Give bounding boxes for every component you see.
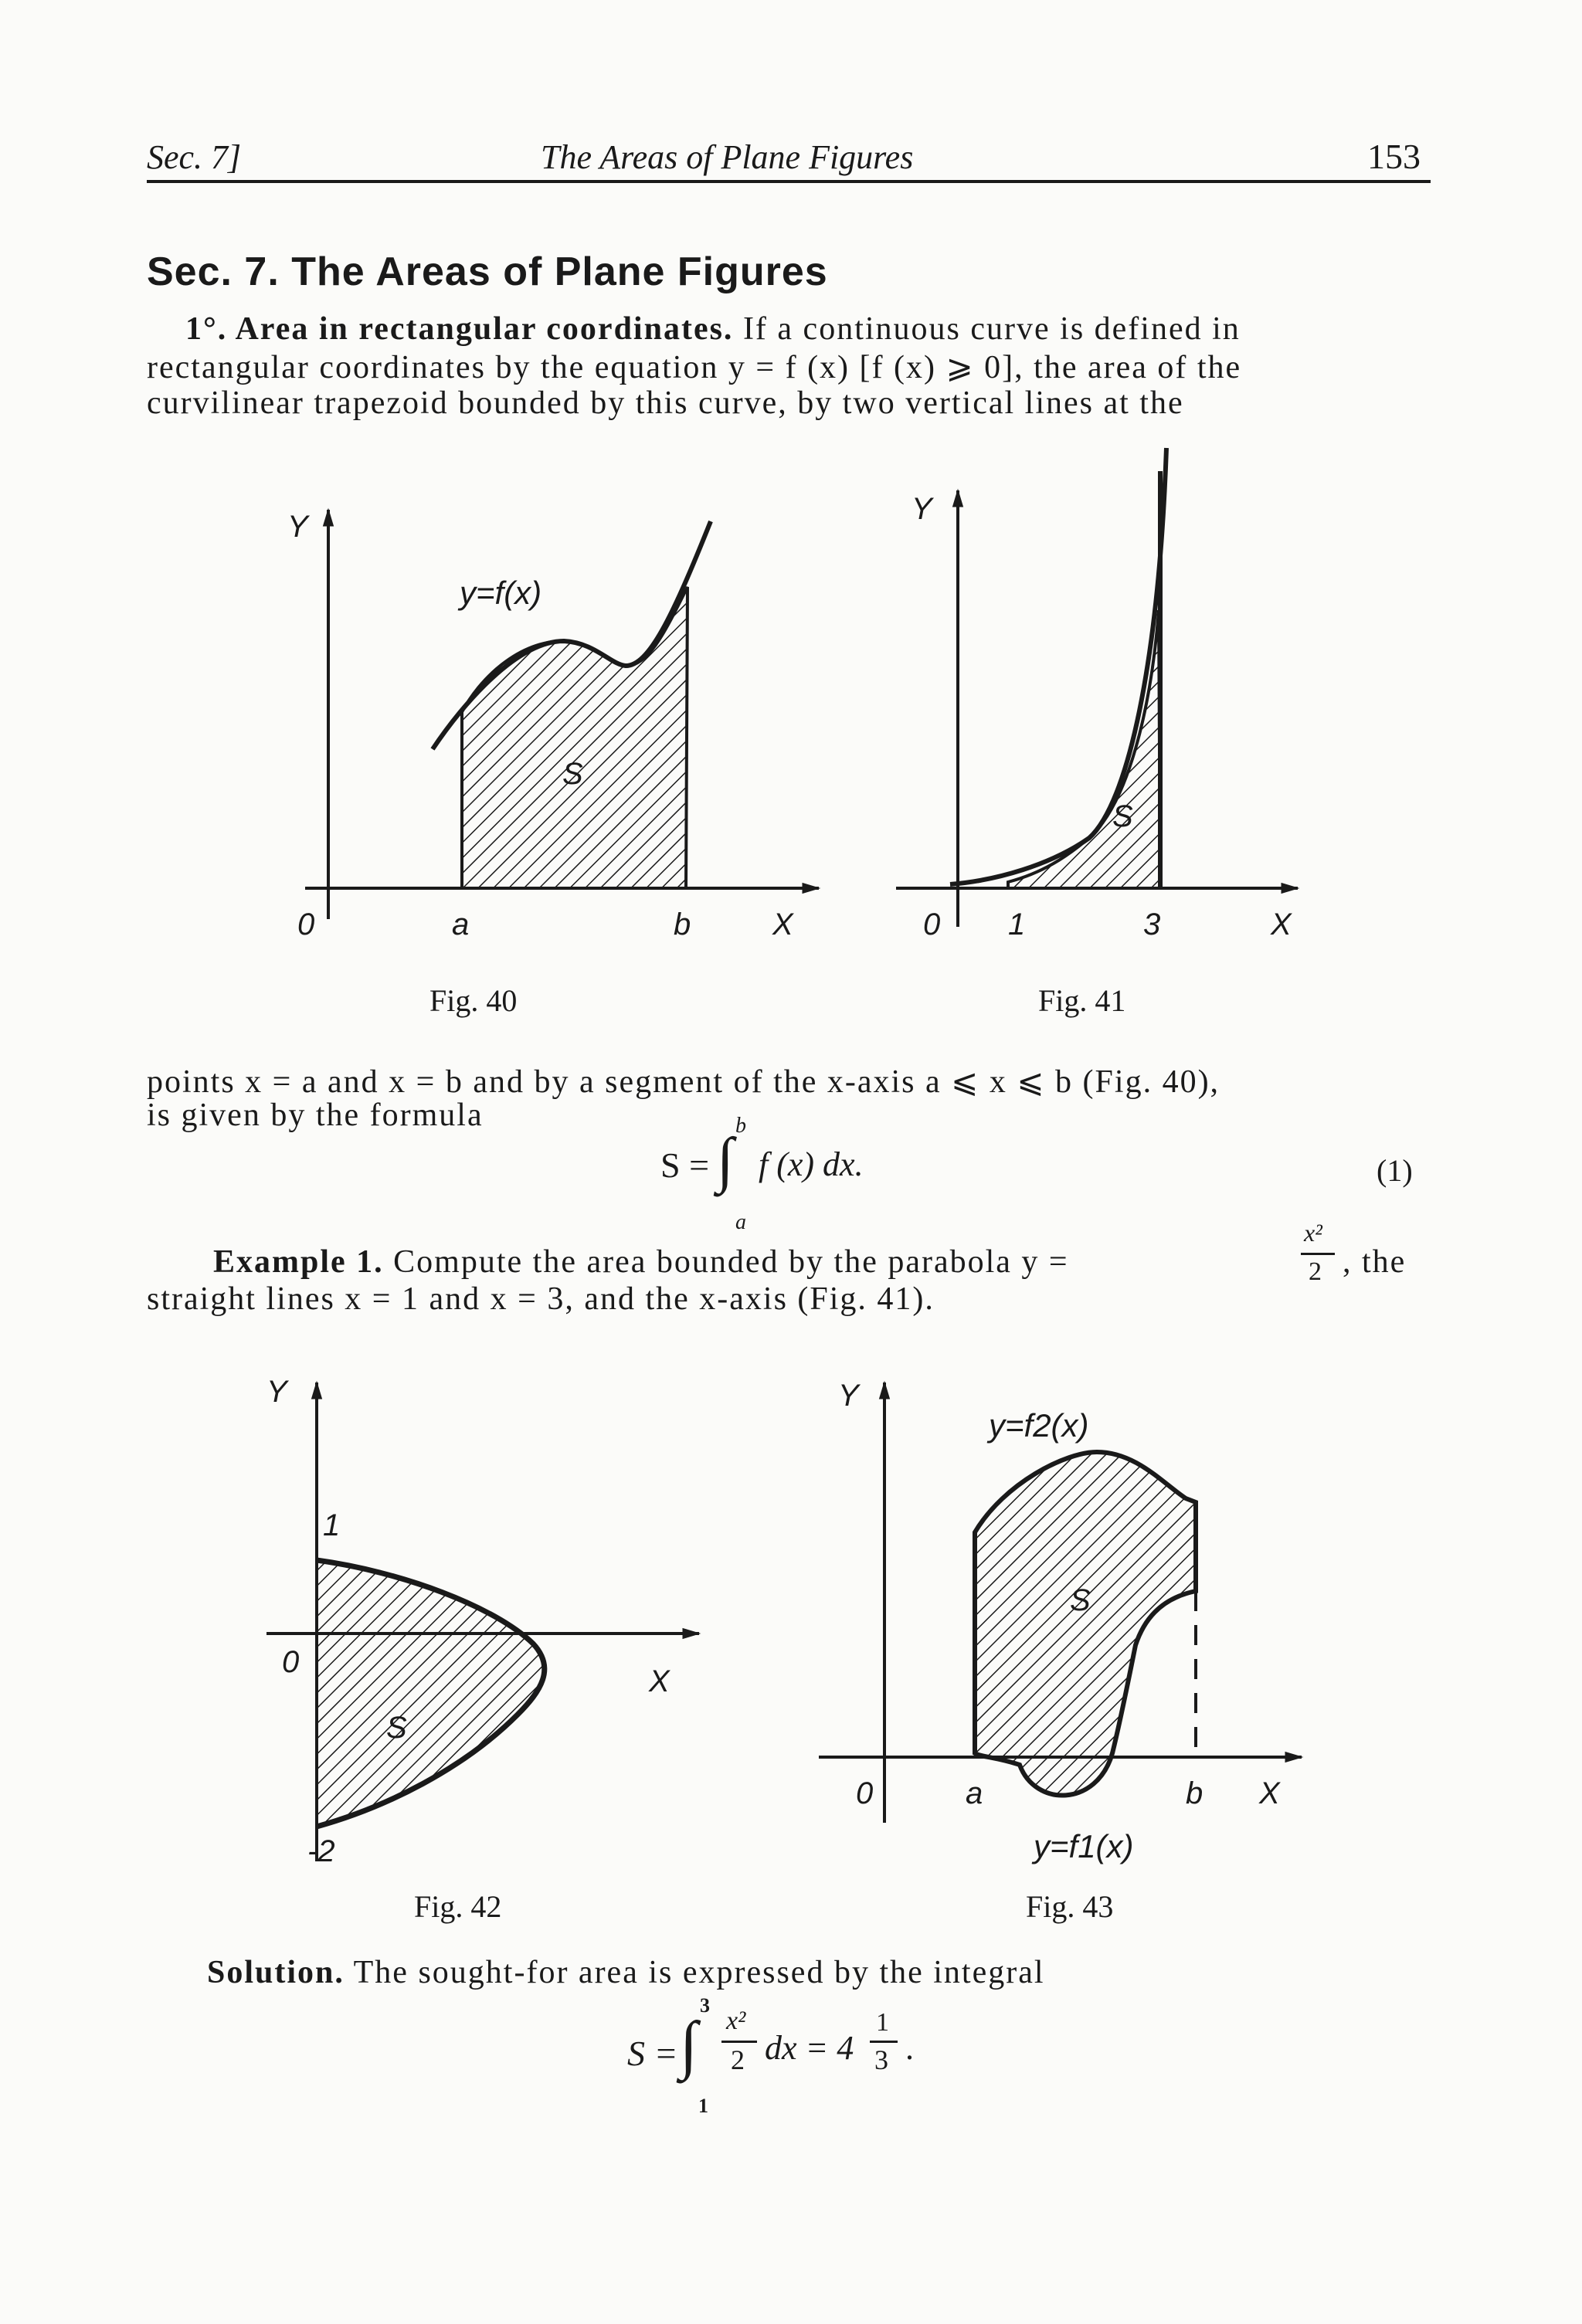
fig41-caption: Fig. 41 (1038, 983, 1126, 1018)
formula2-num: x² (726, 2007, 746, 2035)
fig40-curve-label: y=f(x) (460, 575, 542, 611)
page-number: 153 (1367, 137, 1421, 176)
fig40-y-label: Y (287, 510, 308, 544)
fig41-tick-3: 3 (1143, 908, 1161, 941)
formula1-integrand: f (x) dx. (759, 1145, 864, 1183)
example1-frac-bar (1301, 1253, 1335, 1255)
example1-frac-num: x² (1304, 1219, 1322, 1247)
figures-40-41 (0, 433, 1582, 1020)
intro-line-1-text: If a continuous curve is defined in (742, 311, 1241, 347)
formula2-res-bar (870, 2041, 898, 2043)
fig40 (287, 510, 819, 941)
example1-line-1 (213, 1243, 1069, 1281)
formula2-lower: 1 (698, 2095, 708, 2117)
fig40-region-label: S (562, 757, 583, 791)
example1-text-b: , the (1343, 1244, 1407, 1280)
fig41-region (1008, 610, 1160, 888)
integral-sign-1: ∫ (717, 1126, 734, 1194)
fig40-tick-b: b (674, 908, 691, 941)
intro-line-3: curvilinear trapezoid bounded by this curve, by two vertical lines at the (147, 385, 1184, 421)
fig40-x-label: X (772, 908, 793, 941)
fig42-tick-bottom: -2 (307, 1834, 335, 1868)
fig42 (266, 1375, 699, 1868)
fig42-x-label: X (649, 1664, 670, 1698)
header-title: The Areas of Plane Figures (541, 138, 914, 176)
fig41-origin: 0 (923, 908, 941, 941)
fig43 (819, 1379, 1302, 1864)
intro-lead: 1°. Area in rectangular coordinates. (185, 311, 734, 347)
fig43-region (975, 1452, 1196, 1796)
solution-lead: Solution. (207, 1955, 345, 1990)
fig42-y-label: Y (266, 1375, 287, 1409)
solution-text: The sought-for area is expressed by the integral (353, 1955, 1045, 1990)
formula2-end: . (905, 2029, 914, 2067)
formula2-frac-bar (721, 2041, 757, 2043)
formula2-lhs: S = (627, 2034, 678, 2073)
fig40-tick-a: a (452, 908, 470, 941)
cont-line-1: points x = a and x = b and by a segment of the x-axis a ⩽ x ⩽ b (Fig. 40), (147, 1064, 1220, 1100)
cont-line-2: is given by the formula (147, 1098, 484, 1133)
fig40-caption: Fig. 40 (429, 983, 518, 1018)
fig43-caption: Fig. 43 (1026, 1889, 1114, 1924)
fig42-region (317, 1560, 545, 1827)
fig43-upper-label: y=f2(x) (989, 1407, 1089, 1444)
example1-lead: Example 1. (213, 1244, 384, 1280)
fig42-tick-top: 1 (323, 1508, 341, 1542)
fig43-lower-label: y=f1(x) (1034, 1828, 1134, 1864)
formula1-lower: a (735, 1210, 746, 1234)
fig42-caption: Fig. 42 (414, 1889, 502, 1924)
fig43-region-label: S (1070, 1583, 1091, 1617)
fig41-y-label: Y (912, 492, 932, 526)
fig41 (896, 448, 1298, 941)
intro-line-1 (185, 310, 1241, 348)
example1-line-2: straight lines x = 1 and x = 3, and the x-axis (Fig. 41). (147, 1281, 935, 1317)
section-title: Sec. 7. The Areas of Plane Figures (147, 249, 828, 294)
formula1-number: (1) (1377, 1153, 1413, 1188)
formula2-mid: dx = 4 (765, 2029, 854, 2067)
fig41-region-label: S (1112, 799, 1133, 833)
header-section: Sec. 7] (147, 138, 242, 176)
fig43-tick-b: b (1186, 1776, 1203, 1810)
formula2-den: 2 (731, 2044, 745, 2075)
fig41-tick-1: 1 (1008, 908, 1026, 941)
intro-line-2: rectangular coordinates by the equation y = f (x) [f (x) ⩾ 0], the area of the (147, 350, 1242, 385)
formula2-res-den: 3 (874, 2044, 888, 2075)
fig42-region-label: S (386, 1711, 407, 1745)
example1-frac-den: 2 (1309, 1257, 1322, 1286)
figures-42-43 (0, 1336, 1582, 1923)
fig41-x-label: X (1271, 908, 1292, 941)
fig42-origin: 0 (282, 1645, 300, 1679)
formula2-res-num: 1 (876, 2008, 889, 2037)
fig40-origin: 0 (297, 908, 315, 941)
solution-line (207, 1954, 1045, 1991)
fig43-y-label: Y (838, 1379, 859, 1413)
fig40-region (462, 587, 687, 888)
formula1-lhs: S = (660, 1145, 710, 1185)
integral-sign-2: ∫ (680, 2009, 698, 2081)
fig43-tick-a: a (966, 1776, 983, 1810)
example1-text-a: Compute the area bounded by the parabola y = (393, 1244, 1069, 1280)
fig43-origin: 0 (856, 1776, 874, 1810)
formula1-upper: b (735, 1114, 746, 1138)
formula2-upper: 3 (700, 1994, 710, 2017)
header-rule (147, 180, 1431, 183)
fig43-x-label: X (1259, 1776, 1280, 1810)
